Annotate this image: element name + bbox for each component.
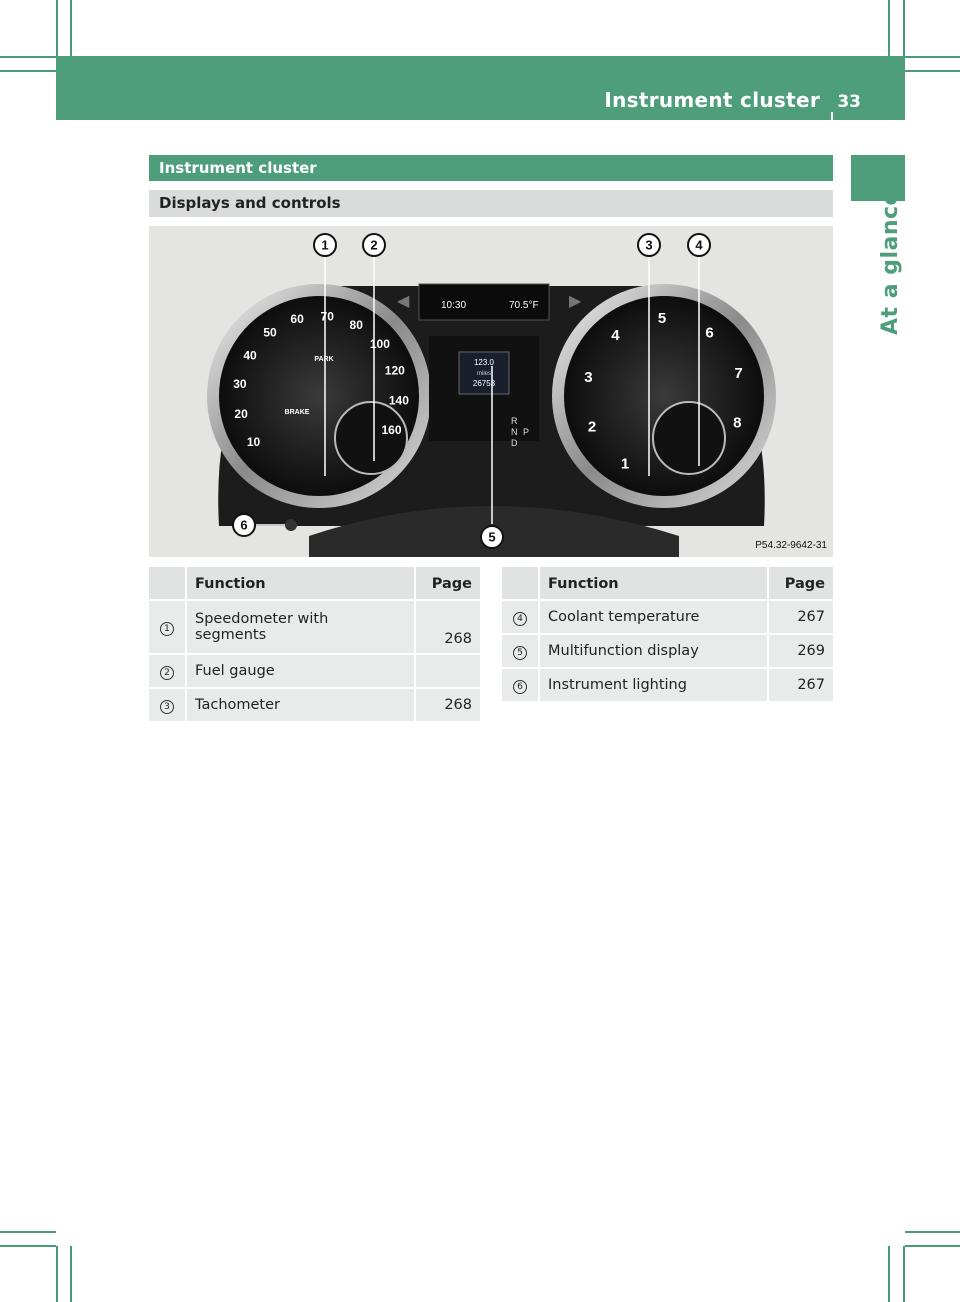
function-text: Speedometer with [195, 611, 329, 627]
speedometer-label: 100 [369, 337, 390, 352]
display-time: 10:30 [441, 300, 467, 311]
gear-label: P [523, 427, 530, 437]
tachometer-label: 1 [620, 455, 630, 473]
speedometer-label: 60 [290, 312, 304, 327]
callout-number: 4 [513, 612, 527, 626]
callout-number: 1 [160, 622, 174, 636]
function-table-left [149, 567, 480, 723]
col-num-header [149, 567, 186, 600]
callout-number: 1 [321, 237, 329, 253]
crop-mark [70, 0, 72, 56]
col-function-header: Function [539, 567, 768, 600]
section-title: Instrument cluster [149, 155, 833, 181]
speedometer-label: 70 [320, 309, 334, 324]
speedometer-label: 50 [263, 325, 277, 340]
brake-warning-label: BRAKE [284, 409, 310, 416]
tachometer-label: 5 [657, 310, 667, 327]
page-ref: 268 [415, 688, 480, 722]
crop-mark [905, 56, 960, 58]
tachometer-label: 2 [587, 418, 597, 436]
fuel-gauge-dial [335, 402, 407, 474]
callout-number: 4 [695, 237, 703, 253]
callout-number: 6 [513, 680, 527, 694]
function-text: Multifunction display [539, 634, 768, 668]
crop-mark [903, 1246, 905, 1302]
col-page-header: Page [415, 567, 480, 600]
speedometer-label: 120 [384, 363, 405, 378]
page-number: 33 [837, 92, 861, 112]
callout-number: 5 [488, 529, 496, 545]
display-unit: miles [476, 371, 492, 377]
speedometer-label: 140 [388, 393, 409, 408]
crop-mark [903, 0, 905, 56]
speedometer-label: 160 [381, 422, 402, 437]
page-ref: 267 [768, 600, 833, 634]
display-temperature: 70.5°F [509, 300, 539, 311]
tachometer-label: 8 [733, 414, 742, 432]
table-row [502, 668, 833, 702]
coolant-gauge-dial [653, 402, 725, 474]
tachometer-label: 7 [734, 365, 743, 382]
gear-label: N [511, 427, 518, 437]
crop-mark [888, 1246, 890, 1302]
callout-number: 3 [160, 700, 174, 714]
tachometer-label: 3 [584, 368, 593, 386]
figure-code: P54.32-9642-31 [755, 540, 827, 551]
speedometer-label: 80 [349, 318, 363, 333]
crop-mark [56, 1246, 58, 1302]
side-tab-label: At a glance [878, 190, 903, 335]
instrument-cluster-figure [149, 226, 833, 557]
crop-mark [888, 0, 890, 56]
page-ref: 268 [415, 600, 480, 654]
function-text: Coolant temperature [539, 600, 768, 634]
instrument-lighting-knob [285, 519, 297, 531]
callout-number: 6 [240, 517, 248, 533]
col-page-header: Page [768, 567, 833, 600]
crop-mark [56, 0, 58, 56]
col-num-header [502, 567, 539, 600]
speedometer-label: 10 [246, 434, 261, 449]
table-header-row [502, 567, 833, 600]
left-turn-arrow-icon: ◀ [397, 291, 410, 310]
crop-mark [905, 70, 960, 72]
gear-label: D [511, 438, 518, 448]
crop-mark [0, 56, 56, 58]
page-header [56, 56, 905, 120]
header-title: Instrument cluster [604, 88, 820, 112]
table-row [502, 634, 833, 668]
crop-mark [0, 1245, 56, 1247]
park-warning-label: PARK [314, 356, 334, 363]
instrument-cluster-illustration [149, 226, 833, 557]
crop-mark [0, 70, 56, 72]
crop-mark [905, 1245, 960, 1247]
function-text: segments [195, 627, 267, 643]
table-row [502, 600, 833, 634]
display-trip: 123.0 [473, 358, 495, 367]
crop-mark [70, 1246, 72, 1302]
callout-number: 2 [370, 237, 378, 253]
function-table-right [502, 567, 833, 703]
callout-number: 2 [160, 666, 174, 680]
callout-number: 3 [645, 237, 653, 253]
gear-label: R [511, 416, 518, 426]
page-ref: 269 [768, 634, 833, 668]
page-ref: 267 [768, 668, 833, 702]
speedometer-label: 40 [243, 348, 257, 363]
speedometer-label: 30 [233, 377, 247, 391]
tachometer-label: 4 [611, 327, 620, 344]
speedometer-label: 20 [234, 407, 248, 422]
table-row [149, 600, 480, 654]
function-text: Fuel gauge [186, 654, 415, 688]
crop-mark [905, 1231, 960, 1233]
table-row [149, 654, 480, 688]
table-header-row [149, 567, 480, 600]
table-row [149, 688, 480, 722]
section-subtitle: Displays and controls [149, 190, 833, 217]
crop-mark [0, 1231, 56, 1233]
page-ref [415, 654, 480, 688]
callout-number: 5 [513, 646, 527, 660]
function-text: Instrument lighting [539, 668, 768, 702]
tachometer-label: 6 [705, 324, 714, 342]
col-function-header: Function [186, 567, 415, 600]
function-text: Tachometer [186, 688, 415, 722]
display-odometer: 26753 [472, 379, 496, 388]
right-turn-arrow-icon: ▶ [569, 291, 582, 310]
